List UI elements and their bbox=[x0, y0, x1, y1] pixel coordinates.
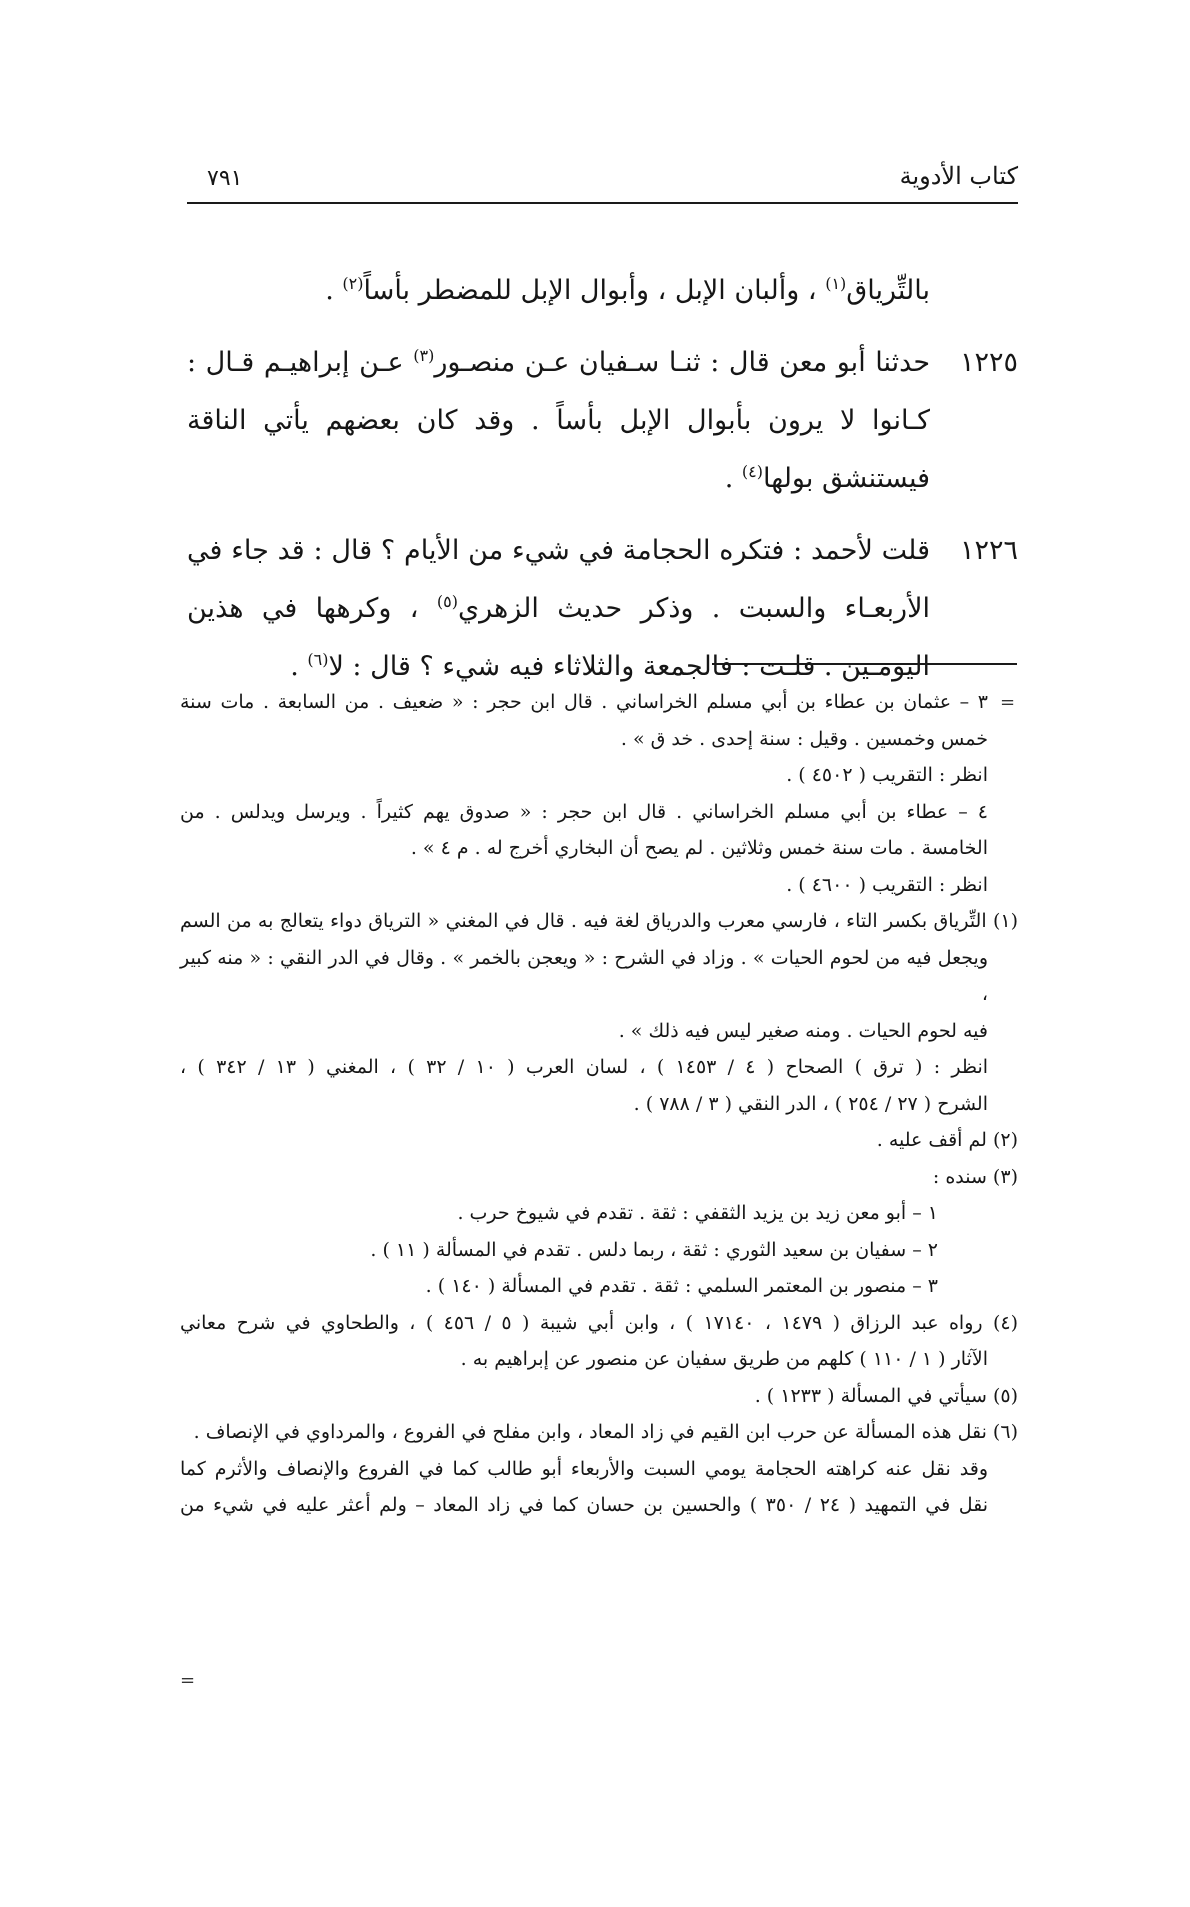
footnote-line: ٣ – منصور بن المعتمر السلمي : ثقة . تقدم في المسألة ( ١٤٠ ) . bbox=[425, 1275, 938, 1297]
issue-number: ١٢٢٦ bbox=[959, 535, 1018, 566]
issue-number: ١٢٢٥ bbox=[959, 347, 1018, 378]
footnote-line: نقل في التمهيد ( ٢٤ / ٣٥٠ ) والحسين بن حسان كما في زاد المعاد – ولم أعثر عليه في شيء من bbox=[180, 1494, 988, 1516]
continuation-mark: = bbox=[1000, 692, 1016, 713]
footnote-line: ٢ – سفيان بن سعيد الثوري : ثقة ، ربما دلس . تقدم في المسألة ( ١١ ) . bbox=[370, 1238, 938, 1261]
footnote-line: ويجعل فيه من لحوم الحيات » . وزاد في الشرح : « ويعجن بالخمر » . وقال في الدر النقي : « منه كبير ، bbox=[180, 946, 988, 1005]
intro-text: بالتِّرياق bbox=[846, 275, 930, 306]
issue-text-part: قلت لأحمد : فتكره الحجامة في شيء من الأيام ؟ قال : قد جاء في الأربعـاء والسبت . وذكر حديث الزهري bbox=[187, 535, 930, 624]
footnote-ref: (٢) bbox=[342, 274, 364, 293]
footnote-ref: (٣) bbox=[413, 346, 435, 365]
footnote-line: الآثار ( ١ / ١١٠ ) كلهم من طريق سفيان عن منصور عن إبراهيم به . bbox=[460, 1348, 988, 1370]
footnote-line: انظر : التقريب ( ٤٦٠٠ ) . bbox=[786, 873, 988, 896]
issue-1226 bbox=[187, 522, 1018, 696]
footnote-line: ٣ – عثمان بن عطاء بن أبي مسلم الخراساني . قال ابن حجر : « ضعيف . من السابعة . مات سنة bbox=[180, 691, 988, 713]
footnote-ref: (٥) bbox=[436, 592, 458, 611]
footnote-line: (٣) سنده : bbox=[932, 1165, 1018, 1188]
footnote-separator bbox=[712, 663, 1017, 665]
footnote-line: (٥) سيأتي في المسألة ( ١٢٣٣ ) . bbox=[754, 1384, 1018, 1407]
footnote-line: الشرح ( ٢٧ / ٢٥٤ ) ، الدر النقي ( ٣ / ٧٨٨ ) . bbox=[633, 1092, 988, 1115]
footnote-line: (٤) رواه عبد الرزاق ( ١٤٧٩ ، ١٧١٤٠ ) ، وابن أبي شيبة ( ٥ / ٤٥٦ ) ، والطحاوي في شرح معاني bbox=[180, 1311, 1018, 1334]
footnote-ref: (٦) bbox=[307, 650, 329, 669]
footnote-line: وقد نقل عنه كراهته الحجامة يومي السبت والأربعاء أبو طالب كما في الفروع والإنصاف والأثرم كما bbox=[180, 1457, 988, 1480]
chapter-title: كتاب الأدوية bbox=[899, 162, 1018, 190]
footnote-line: خمس وخمسين . وقيل : سنة إحدى . خد ق » . bbox=[620, 727, 988, 750]
intro-paragraph bbox=[187, 262, 1018, 320]
page-number: ٧٩١ bbox=[207, 166, 243, 191]
issue-1225 bbox=[187, 334, 1018, 508]
footnote-line: فيه لحوم الحيات . ومنه صغير ليس فيه ذلك » . bbox=[618, 1019, 988, 1042]
footnote-line: انظر : ( ترق ) الصحاح ( ٤ / ١٤٥٣ ) ، لسان العرب ( ١٠ / ٣٢ ) ، المغني ( ١٣ / ٣٤٢ ) ، bbox=[180, 1056, 989, 1078]
footnotes bbox=[180, 684, 1018, 1524]
running-header bbox=[187, 158, 1018, 204]
footnote-line: ٤ – عطاء بن أبي مسلم الخراساني . قال ابن حجر : « صدوق يهم كثيراً . ويرسل ويدلس . من bbox=[180, 800, 988, 823]
footnote-ref: (١) bbox=[825, 274, 847, 293]
footnote-line: (١) التِّرياق بكسر التاء ، فارسي معرب والدرياق لغة فيه . قال في المغني « الترياق دواء يتعالج به من السم bbox=[180, 910, 1018, 932]
continuation-mark: = bbox=[180, 1670, 196, 1691]
footnote-line: (٦) نقل هذه المسألة عن حرب ابن القيم في زاد المعاد ، وابن مفلح في الفروع ، والمرداوي في الإنصاف . bbox=[193, 1421, 1018, 1443]
issue-text-part: حدثنا أبو معن قال : ثنـا سـفيان عـن منصـور bbox=[434, 347, 931, 378]
issue-text-part: عـن إبراهيـم قـال : كـانوا لا يرون بأبوال الإبل بأساً . وقد كان بعضهم يأتي الناقة فيستنشق بولها bbox=[187, 347, 930, 494]
footnote-ref: (٤) bbox=[741, 462, 764, 481]
footnote-line: الخامسة . مات سنة خمس وثلاثين . لم يصح أن البخاري أخرج له . م ٤ » . bbox=[410, 837, 988, 859]
main-text bbox=[187, 262, 1018, 696]
issue-text-part: ، وكرهها في هذين اليومـين . قلـت : فالجمعة والثلاثاء فيه شيء ؟ قال : لا bbox=[187, 593, 930, 682]
intro-text: . bbox=[325, 275, 343, 306]
footnote-line: (٢) لم أقف عليه . bbox=[876, 1129, 1018, 1151]
issue-text-part: . bbox=[290, 651, 308, 682]
intro-text: ، وألبان الإبل ، وأبوال الإبل للمضطر بأساً bbox=[363, 275, 826, 306]
issue-text bbox=[187, 522, 930, 696]
footnote-line: ١ – أبو معن زيد بن يزيد الثقفي : ثقة . تقدم في شيوخ حرب . bbox=[457, 1202, 938, 1224]
issue-text bbox=[187, 334, 930, 508]
issue-text-part: . bbox=[724, 463, 742, 494]
footnote-line: انظر : التقريب ( ٤٥٠٢ ) . bbox=[786, 764, 988, 786]
